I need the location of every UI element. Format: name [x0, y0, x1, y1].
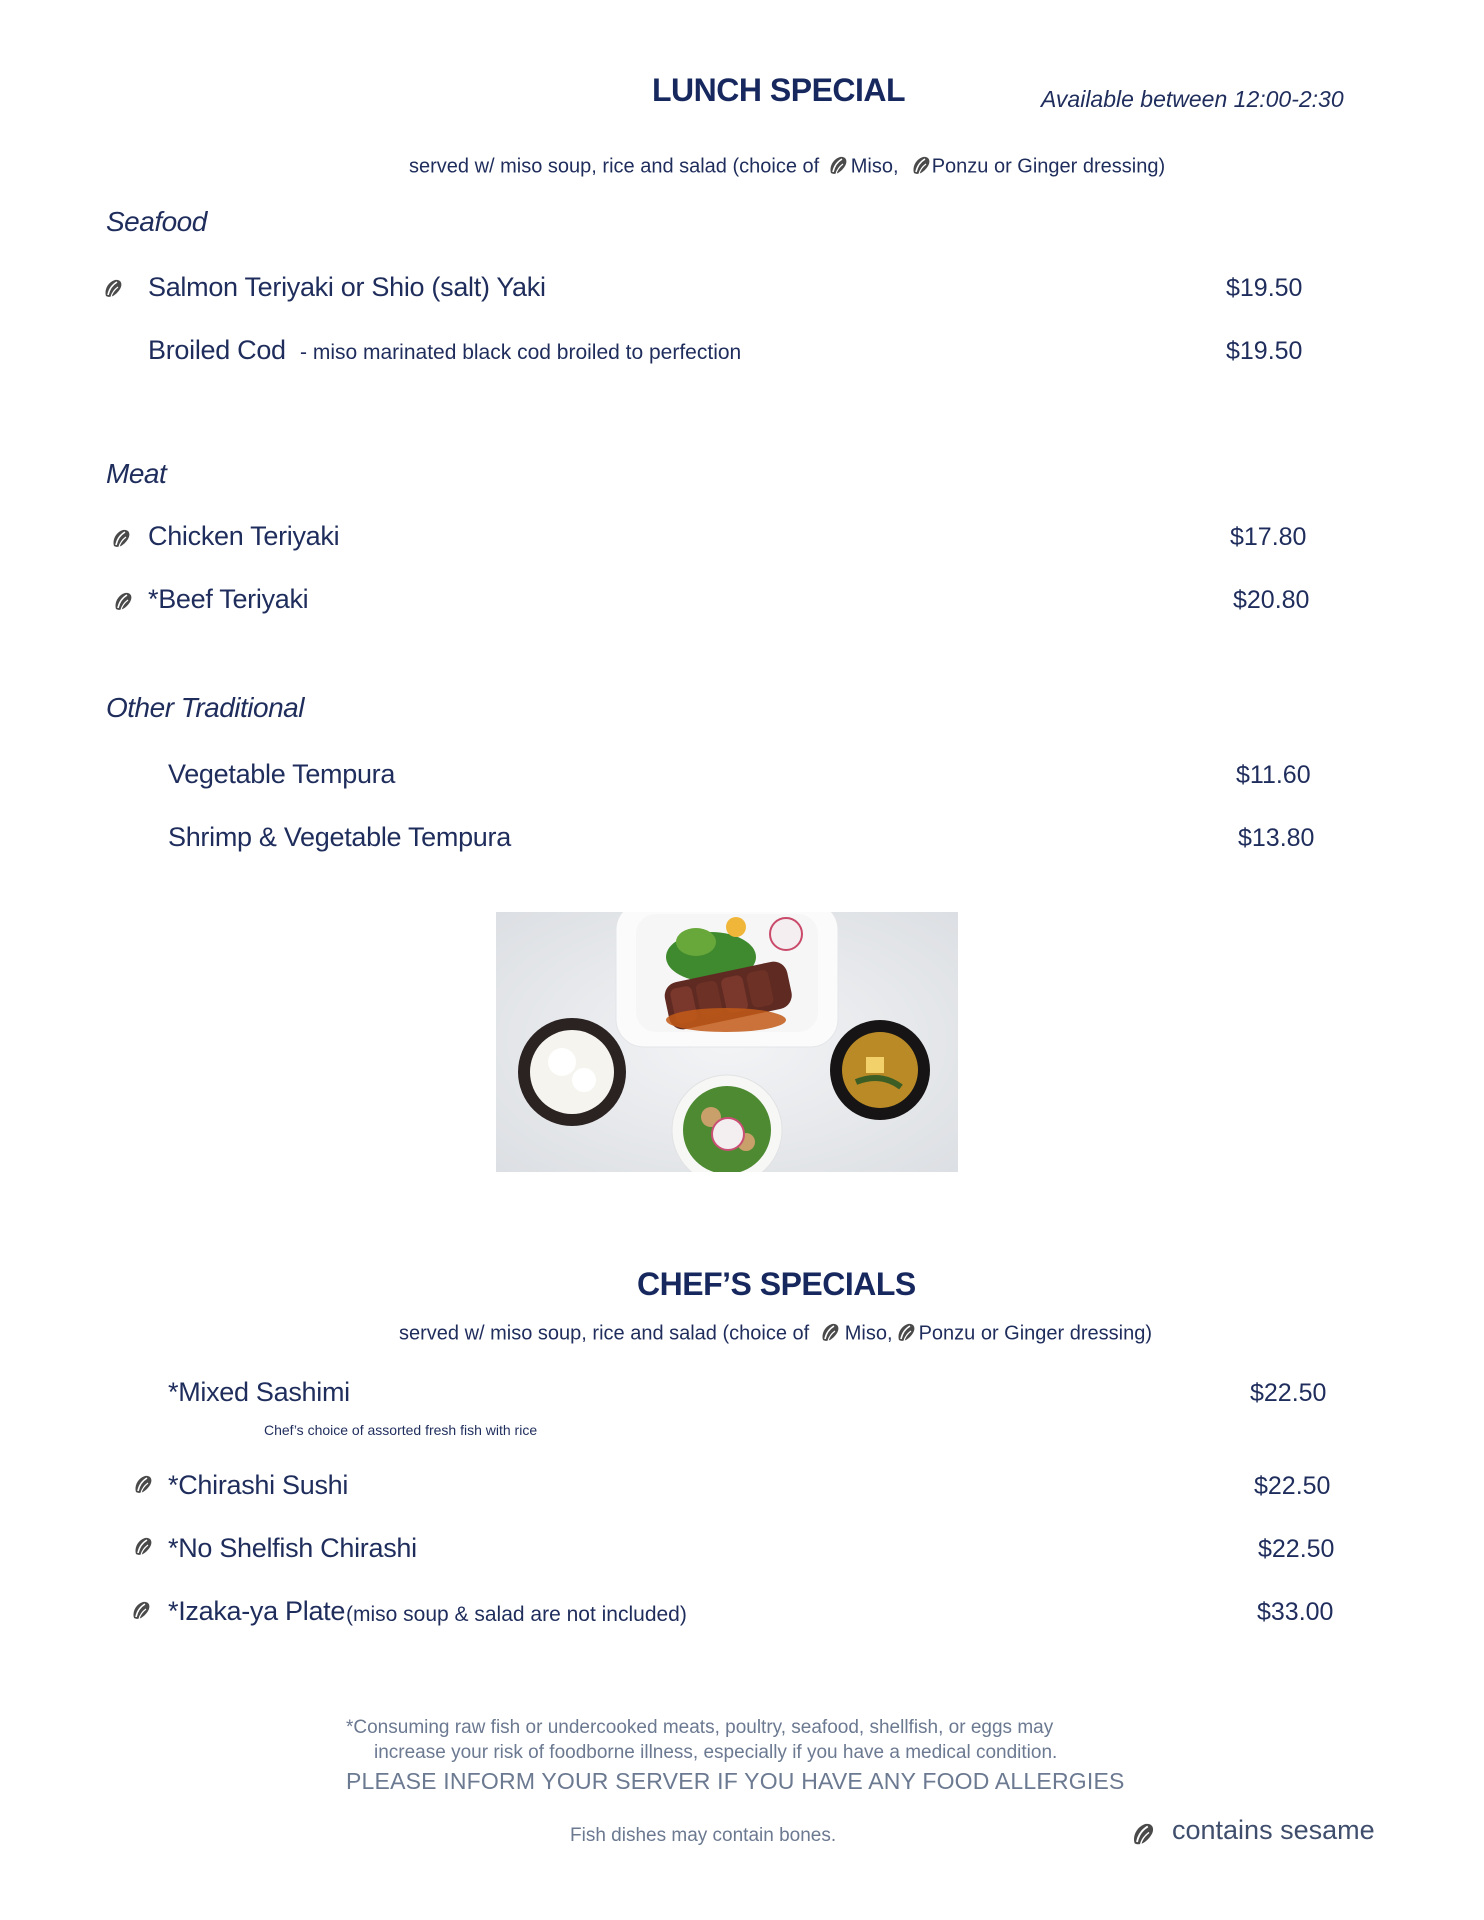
- menu-item-chirashi-sushi: *Chirashi Sushi: [168, 1470, 349, 1500]
- raw-food-warning-line1: *Consuming raw fish or undercooked meats, poultry, seafood, shellfish, or eggs may: [346, 1717, 1054, 1738]
- sesame-icon: [819, 1322, 841, 1346]
- menu-item-shrimp-vegetable-tempura: Shrimp & Vegetable Tempura: [168, 822, 511, 852]
- menu-item-beef-teriyaki: *Beef Teriyaki: [148, 584, 309, 614]
- price-salmon-teriyaki: $19.50: [1226, 274, 1303, 302]
- price-mixed-sashimi: $22.50: [1250, 1379, 1327, 1407]
- availability-note: Available between 12:00-2:30: [1041, 86, 1344, 112]
- menu-item-broiled-cod: Broiled Cod: [148, 335, 286, 365]
- sesame-icon: [132, 1536, 154, 1560]
- section-title-meat: Meat: [106, 458, 167, 489]
- price-vegetable-tempura: $11.60: [1236, 761, 1311, 789]
- sesame-legend: contains sesame: [1172, 1815, 1375, 1845]
- raw-food-warning-line2: increase your risk of foodborne illness, especially if you have a medical condition.: [374, 1742, 1058, 1763]
- allergy-notice: PLEASE INFORM YOUR SERVER IF YOU HAVE ANY FOOD ALLERGIES: [346, 1768, 1125, 1794]
- price-izakaya-plate: $33.00: [1257, 1598, 1334, 1626]
- desc-broiled-cod: - miso marinated black cod broiled to perfection: [300, 341, 742, 364]
- bones-notice: Fish dishes may contain bones.: [570, 1825, 837, 1846]
- menu-item-izakaya-plate: *Izaka-ya Plate: [168, 1596, 346, 1626]
- price-chicken-teriyaki: $17.80: [1230, 523, 1307, 551]
- sesame-icon: [1130, 1822, 1156, 1851]
- section-title-other-traditional: Other Traditional: [106, 692, 304, 723]
- chef-served-with: [399, 1322, 1152, 1346]
- served-rest: Ponzu or Ginger dressing): [931, 155, 1166, 178]
- served-prefix: served w/ miso soup, rice and salad (choice of: [409, 155, 825, 178]
- price-shrimp-vegetable-tempura: $13.80: [1238, 824, 1315, 852]
- desc-izakaya-plate: (miso soup & salad are not included): [346, 1603, 687, 1626]
- served-miso: Miso,: [850, 155, 899, 178]
- price-chirashi-sushi: $22.50: [1254, 1472, 1331, 1500]
- price-broiled-cod: $19.50: [1226, 337, 1303, 365]
- sesame-icon: [110, 528, 132, 552]
- price-beef-teriyaki: $20.80: [1233, 586, 1310, 614]
- section-title-seafood: Seafood: [106, 206, 207, 237]
- lunch-served-with: [409, 155, 1165, 179]
- sesame-icon: [132, 1474, 154, 1498]
- sesame-icon: [102, 278, 124, 302]
- sesame-icon: [827, 155, 849, 179]
- menu-item-salmon-teriyaki: Salmon Teriyaki or Shio (salt) Yaki: [148, 272, 546, 302]
- served-prefix: served w/ miso soup, rice and salad (choice of: [399, 1322, 815, 1345]
- chefs-specials-title: CHEF’S SPECIALS: [637, 1266, 916, 1302]
- sesame-icon: [910, 155, 932, 179]
- menu-item-mixed-sashimi: *Mixed Sashimi: [168, 1377, 350, 1407]
- price-no-shelfish-chirashi: $22.50: [1258, 1535, 1335, 1563]
- desc-mixed-sashimi: Chef’s choice of assorted fresh fish with rice: [264, 1422, 538, 1438]
- teriyaki-lunch-set-photo: [496, 912, 958, 1172]
- menu-item-no-shelfish-chirashi: *No Shelfish Chirashi: [168, 1533, 417, 1563]
- sesame-icon: [130, 1600, 152, 1624]
- served-rest: Ponzu or Ginger dressing): [918, 1322, 1153, 1345]
- lunch-special-title: LUNCH SPECIAL: [652, 72, 906, 108]
- menu-item-chicken-teriyaki: Chicken Teriyaki: [148, 521, 340, 551]
- sesame-icon: [112, 591, 134, 615]
- menu-item-vegetable-tempura: Vegetable Tempura: [168, 759, 396, 789]
- served-miso: Miso,: [844, 1322, 893, 1345]
- sesame-icon: [895, 1322, 917, 1346]
